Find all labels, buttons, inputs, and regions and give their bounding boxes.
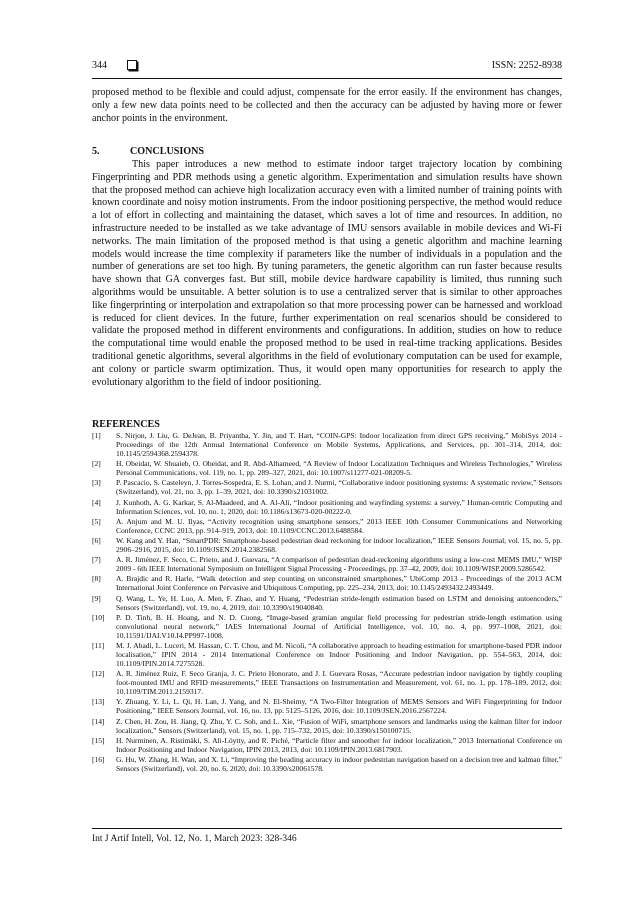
page-number: 344	[92, 60, 107, 71]
issn-label: ISSN: 2252-8938	[491, 60, 562, 71]
reference-number: [13]	[92, 697, 105, 707]
reference-text: P. D. Tinh, B. H. Hoang, and N. D. Cuong, “Image-based gramian angular field processing for pedestrian stride-length estimation using convolutional neural network,” IAES International Journal of Artificial Intelligence, vol. 10, no. 4, pp. 997–1008, 2021, doi: 10.11591/IJAI.V10.I4.PP997-1008.	[116, 612, 562, 640]
reference-item	[92, 555, 562, 573]
running-header	[92, 58, 562, 74]
reference-item	[92, 669, 562, 696]
reference-number: [5]	[92, 516, 101, 526]
section-number: 5.	[92, 146, 100, 157]
reference-item	[92, 613, 562, 640]
reference-text: M. J. Abadi, L. Luceri, M. Hassan, C. T. Chou, and M. Nicoli, “A collaborative approach to heading estimation for smartphone-based PDR indoor localisation,” IPIN 2014 - 2014 International Conference on Indoor Positioning and Indoor Navigation, pp. 554–563, 2014, doi: 10.1109/IPIN.2014.7275528.	[116, 640, 562, 669]
reference-item	[92, 755, 562, 773]
reference-item	[92, 478, 562, 496]
references-heading: REFERENCES	[92, 419, 160, 430]
reference-number: [10]	[92, 612, 105, 622]
reference-number: [15]	[92, 735, 105, 745]
reference-number: [3]	[92, 478, 101, 488]
reference-text: Y. Zhuang, Y. Li, L. Qi, H. Lan, J. Yang, and N. El-Sheimy, “A Two-Filter Integration of MEMS Sensors and WiFi Fingerprinting for Indoor Positioning,” IEEE Sensors Journal, vol. 16, no. 13, pp. 5125–5126, 2016, doi: 10.1109/JSEN.2016.2567224.	[116, 697, 562, 716]
reference-number: [9]	[92, 593, 101, 603]
reference-number: [14]	[92, 716, 105, 726]
reference-text: Q. Wang, L. Ye, H. Luo, A. Men, F. Zhao, and Y. Huang, “Pedestrian stride-length estimation based on LSTM and denoising autoencoders,” Sensors (Switzerland), vol. 19, no. 4, 2019, doi: 10.3390/s19040840.	[116, 593, 562, 612]
reference-text: A. R. Jiménez Ruiz, F. Seco Granja, J. C. Prieto Honorato, and J. I. Guevara Rosas, “Accurate pedestrian indoor navigation by tightly coupling foot-mounted IMU and RFID measurements,” IEEE Transactions on Instrumentation and Measurement, vol. 61, no. 1, pp. 178–189, 2012, doi: 10.1109/TIM.2011.2159317.	[116, 669, 562, 697]
reference-text: H. Obeidat, W. Shuaieb, O. Obeidat, and R. Abd-Alhameed, “A Review of Indoor Localization Techniques and Wireless Technologies,” Wireless Personal Communications, vol. 119, no. 1, pp. 289–327, 2021, doi: 10.1007/s11277-021-08209-5.	[116, 459, 562, 478]
section-heading	[92, 145, 204, 158]
reference-number: [6]	[92, 535, 101, 545]
reference-item	[92, 697, 562, 715]
reference-text: S. Nirjon, J. Liu, G. DeJean, B. Priyantha, Y. Jin, and T. Hart, “COIN-GPS: Indoor localization from direct GPS receiving,” MobiSys 2014 - Proceedings of the 12th Annual International Conference on Mobile Systems, Applications, and Services, pp. 301–314, 2014, doi: 10.1145/2594368.2594378.	[116, 431, 562, 459]
reference-number: [16]	[92, 755, 105, 764]
reference-text: A. Brajdic and R. Harle, “Walk detection and step counting on unconstrained smartphones,” UbiComp 2013 - Proceedings of the 2013 ACM International Joint Conference on Pervasive and Ubiquitous Computing, pp. 225–234, 2013, doi: 10.1145/2493432.2493449.	[116, 574, 562, 593]
reference-text: G. Hu, W. Zhang, H. Wan, and X. Li, “Improving the heading accuracy in indoor pedestrian navigation based on a decision tree and kalman filter,” Sensors (Switzerland), vol. 20, no. 6, 2020, doi: 10.3390/s20061578.	[116, 755, 562, 774]
reference-number: [1]	[92, 431, 101, 440]
reference-item	[92, 736, 562, 754]
footer-citation: Int J Artif Intell, Vol. 12, No. 1, March 2023: 328-346	[92, 834, 297, 844]
reference-number: [4]	[92, 497, 101, 507]
reference-item	[92, 717, 562, 735]
footer-rule	[92, 828, 562, 829]
reference-item	[92, 431, 562, 458]
header-rule	[92, 78, 562, 79]
reference-item	[92, 498, 562, 516]
reference-item	[92, 594, 562, 612]
checkbox-square-icon	[127, 60, 137, 70]
reference-text: Z. Chen, H. Zou, H. Jiang, Q. Zhu, Y. C. Soh, and L. Xie, “Fusion of WiFi, smartphone sensors and landmarks using the kalman filter for indoor localization,” Sensors (Switzerland), vol. 15, no. 1, pp. 715–732, 2015, doi: 10.3390/s150100715.	[116, 716, 562, 735]
reference-text: H. Nurminen, A. Ristimäki, S. Ali-Löytty, and R. Piché, “Particle filter and smoother for indoor localization,” 2013 International Conference on Indoor Positioning and Indoor Navigation, IPIN 2013, 2013, doi: 10.1109/IPIN.2013.6817903.	[116, 735, 562, 754]
section-title: CONCLUSIONS	[130, 146, 205, 157]
reference-item	[92, 574, 562, 592]
reference-item	[92, 536, 562, 554]
reference-list	[92, 431, 562, 774]
reference-text: J. Kunhoth, A. G. Karkar, S. Al-Maadeed, and A. Al-Ali, “Indoor positioning and wayfinding systems: a survey,” Human-centric Computing and Information Sciences, vol. 10, no. 1, 2020, doi: 10.1186/s13673-020-00222-0.	[116, 497, 562, 516]
reference-number: [12]	[92, 669, 105, 679]
intro-paragraph: proposed method to be flexible and could adjust, compensate for the error easily. If the environment has changes, only a few new data points need to be collected and then the accuracy can be adjusted by having more or fewer anchor points in the environment.	[92, 87, 562, 124]
reference-text: A. R. Jiménez, F. Seco, C. Prieto, and J. Guevara, “A comparison of pedestrian dead-reckoning algorithms using a low-cost MEMS IMU,” WISP 2009 - 6th IEEE International Symposium on Intelligent Signal Processing - Proceedings, pp. 37–42, 2009, doi: 10.1109/WISP.2009.5286542.	[116, 555, 562, 574]
reference-number: [11]	[92, 640, 105, 650]
reference-item	[92, 641, 562, 668]
reference-text: P. Pascacio, S. Casteleyn, J. Torres-Sospedra, E. S. Lohan, and J. Nurmi, “Collaborative indoor positioning systems: A systematic review,” Sensors (Switzerland), vol. 21, no. 3, pp. 1–39, 2021, doi: 10.3390/s21031002.	[116, 478, 562, 497]
reference-item	[92, 517, 562, 535]
reference-item	[92, 459, 562, 477]
reference-text: W. Kang and Y. Han, “SmartPDR: Smartphone-based pedestrian dead reckoning for indoor localization,” IEEE Sensors Journal, vol. 15, no. 5, pp. 2906–2916, 2015, doi: 10.1109/JSEN.2014.2382568.	[116, 535, 562, 555]
conclusions-paragraph: This paper introduces a new method to estimate indoor target trajectory location by combining Fingerprinting and PDR methods using a genetic algorithm. Experimentation and simulation results have shown that the proposed method can achieve high localization accuracy even with a limited number of training points with known coordinate and noisy motion instruments. From the indoor positioning perspective, the method would reduce a lot of effort in collecting and maintaining the dataset, which saves a lot of time and resources. In addition, no infrastructure needed to be installed as we take advantage of IMU sensors available in mobile devices and Wi-Fi networks. The main limitation of the proposed method is that using a genetic algorithm and machine learning models would increase the time complexity if parameters like the number of individuals in a population and the number of generations are set too high. By tuning parameters, the genetic algorithm can run faster because results have shown that GA converges fast. But still, mobile device hardware capability is limited, thus running such algorithms would be unsuitable. A better solution is to use a centralized server that is similar to other approaches like fingerprinting or interpolation and extrapolation so that more processing power can be harnessed and workload is reduced for client devices. In the future, further experimentation on real scenarios should be considered to validate the proposed method in different environments and configurations. In addition, studies on how to reduce the computational time would enable the proposed method to be used in real-time tracking applications. Besides traditional genetic algorithms, several algorithms in the field of evolutionary computation can be used for example, ant colony or particle swarm optimization. Thus, it would open many opportunities for research to apply the evolutionary algorithm to the field of indoor positioning.	[92, 159, 562, 388]
reference-number: [8]	[92, 574, 101, 584]
reference-text: A. Anjum and M. U. Ilyas, “Activity recognition using smartphone sensors,” 2013 IEEE 10th Consumer Communications and Networking Conference, CCNC 2013, pp. 914–919, 2013, doi: 10.1109/CCNC.2013.6488584.	[116, 516, 562, 535]
reference-number: [7]	[92, 555, 101, 565]
reference-number: [2]	[92, 459, 101, 469]
